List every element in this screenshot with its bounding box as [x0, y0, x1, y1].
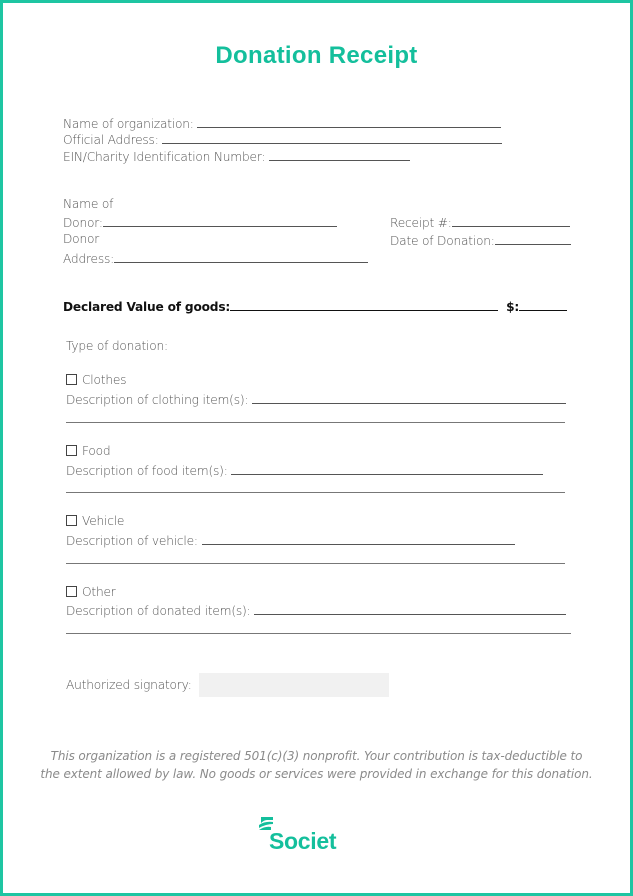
donation-date-label: Date of Donation:	[390, 234, 495, 248]
donation-type-heading: Type of donation:	[66, 339, 168, 353]
other-description-line[interactable]	[254, 602, 566, 615]
org-address-line[interactable]	[162, 131, 502, 144]
donor-name-field	[63, 214, 337, 230]
food-description-field	[66, 462, 543, 478]
declared-value-line[interactable]	[230, 298, 498, 311]
option-other[interactable]	[66, 585, 116, 599]
checkbox-other[interactable]	[66, 586, 77, 597]
option-food-label: Food	[82, 444, 111, 458]
other-description-field	[66, 602, 566, 618]
vehicle-description-line[interactable]	[202, 532, 515, 545]
receipt-number-label: Receipt #:	[390, 216, 452, 230]
signature-field[interactable]	[199, 673, 389, 697]
clothes-description-label: Description of clothing item(s):	[66, 393, 249, 407]
food-description-line-2[interactable]	[66, 492, 565, 493]
other-description-label: Description of donated item(s):	[66, 604, 251, 618]
food-description-label: Description of food item(s):	[66, 464, 228, 478]
tax-disclaimer-line-1: This organization is a registered 501(c)(3) nonprofit. Your contribution is tax-deductible to	[50, 749, 583, 763]
tax-disclaimer	[40, 747, 593, 783]
clothes-description-field	[66, 391, 566, 407]
option-clothes[interactable]	[66, 373, 126, 387]
option-vehicle-label: Vehicle	[82, 514, 125, 528]
org-address-label: Official Address:	[63, 133, 159, 147]
receipt-number-field	[390, 214, 570, 230]
declared-value-field	[63, 298, 567, 314]
donation-date-line[interactable]	[495, 232, 571, 245]
org-name-label: Name of organization:	[63, 117, 194, 131]
page-title: Donation Receipt	[215, 42, 418, 69]
donor-address-line[interactable]	[114, 250, 368, 263]
donor-address-label-1: Donor	[63, 232, 100, 246]
vehicle-description-field	[66, 532, 515, 548]
other-description-line-2[interactable]	[66, 633, 571, 634]
ein-field	[63, 148, 410, 164]
option-vehicle[interactable]	[66, 514, 124, 528]
donor-address-field	[63, 250, 368, 266]
societ-logo-text: Societ	[269, 828, 337, 854]
option-food[interactable]	[66, 444, 110, 458]
checkbox-food[interactable]	[66, 445, 77, 456]
org-address-field	[63, 131, 502, 147]
signatory-label: Authorized signatory:	[66, 678, 192, 692]
donation-date-field	[390, 232, 571, 248]
tax-disclaimer-line-2: the extent allowed by law. No goods or services were provided in exchange for this donation.	[40, 767, 593, 781]
food-description-line[interactable]	[231, 462, 543, 475]
amount-label: $:	[506, 300, 520, 314]
donor-name-label-1: Name of	[63, 197, 114, 211]
declared-value-label: Declared Value of goods:	[63, 300, 231, 314]
checkbox-vehicle[interactable]	[66, 515, 77, 526]
org-name-field	[63, 115, 501, 131]
donor-name-label: Donor:	[63, 216, 103, 230]
vehicle-description-label: Description of vehicle:	[66, 534, 198, 548]
ein-label: EIN/Charity Identification Number:	[63, 150, 266, 164]
option-other-label: Other	[82, 585, 116, 599]
donor-address-label: Address:	[63, 252, 115, 266]
checkbox-clothes[interactable]	[66, 374, 77, 385]
vehicle-description-line-2[interactable]	[66, 563, 565, 564]
amount-line[interactable]	[519, 298, 567, 311]
clothes-description-line-2[interactable]	[66, 422, 565, 423]
ein-line[interactable]	[269, 148, 410, 161]
receipt-number-line[interactable]	[452, 214, 570, 227]
clothes-description-line[interactable]	[252, 391, 566, 404]
option-clothes-label: Clothes	[82, 373, 127, 387]
donor-name-line[interactable]	[103, 214, 337, 227]
org-name-line[interactable]	[197, 115, 501, 128]
